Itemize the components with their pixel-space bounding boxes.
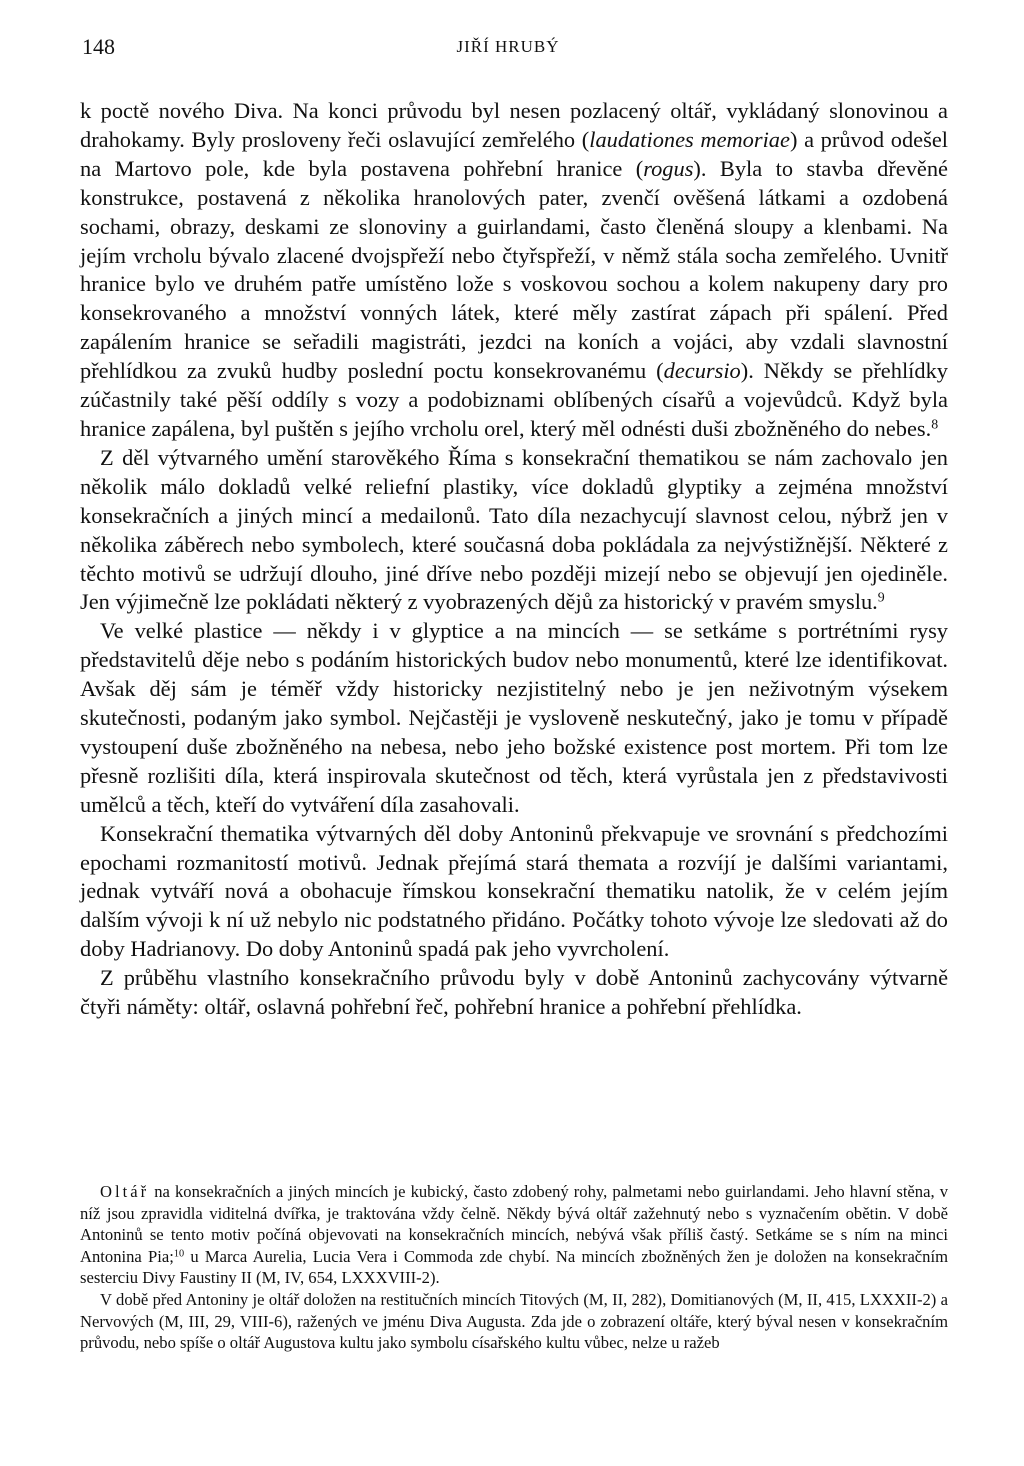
line: dili magistráti, jezdci na koních a vojáci, aby vzdali slavnostní přehlídkou <box>80 329 948 384</box>
line: hranice a pohřební přehlídka. <box>539 994 802 1020</box>
line: themata a rozvíjí je dalšími variantami, jednak vytváří nová a obohacuje <box>80 849 948 904</box>
line: jen ojediněle. Jen výjimečně lze pokládati některý z vyobrazených dějů za <box>80 560 948 615</box>
line: hlídky zúčastnily také pěší oddíly s vozy a podobiznami oblíbených císařů <box>80 358 948 413</box>
line: Ve velké plastice — někdy i v glyptice a na mincích — se setkáme s por <box>100 618 828 644</box>
note-text: na konsekračních a jiných mincích je kubický, často zdobený rohy, palmetami nebo guirlandami. Jeho hlavní stěna, v níž jsou zpravidla viditelná dvířka, je traktována vždy čelně. Někdy bývá oltář zažehnutý nebo s vyznačením obětin. V době Antoninů se tento motiv počíná objevovati na konsekračních mincích, nebývá však příliš častý. Setkáme se s ním na minci Antonina Pia; <box>80 1182 948 1266</box>
line: kolika hranolových pater, zvenčí ověšená látkami a ozdobená sochami, obrazy, <box>80 184 948 239</box>
line: a vojevůdců. Když byla hranice zapálena, byl puštěn s jejího vrcholu orel, <box>80 387 948 441</box>
notes-section <box>80 1181 948 1354</box>
line: motivů se udržují dlouho, jiné dříve nebo později mizejí nebo se objevují <box>142 560 819 586</box>
note-text: u Marca Aurelia, Lucia Vera i Commoda zde chybí. Na mincích zbožněných žen je doložen na konsekračním sesterciu Divy Faustiny II (M, IV, 654, LXXXVIII-2). <box>80 1246 948 1288</box>
line: římskou konsekrační thematiku natolik, že v celém jejím dalším vývoji k ní <box>80 878 948 933</box>
page-number: 148 <box>82 34 115 59</box>
running-head <box>82 34 934 60</box>
line: ricky nezjistitelný nebo je jen neživotným výsekem skutečnosti, podaným jako <box>80 676 948 731</box>
paragraph-5 <box>80 964 948 1022</box>
footnote-ref-8: 8 <box>931 417 939 433</box>
line: symbol. Nejčastěji je vysloveně neskutečný, jako je tomu v případě vystoupení <box>80 705 948 759</box>
note-term: Oltář <box>100 1182 150 1201</box>
line: duše zbožněného na nebesa, nebo jeho božské existence post mortem. Při tom <box>186 733 914 759</box>
line: historický v pravém smyslu. <box>624 589 878 615</box>
line: trétními rysy představitelů děje nebo s podáním historických budov nebo <box>80 618 948 673</box>
line: jen z představivosti umělců a těch, kteří do vytváření díla zasahovali. <box>80 762 948 817</box>
running-head-author: JIŘÍ HRUBÝ <box>456 37 560 56</box>
line: k poctě nového Diva. Na konci průvodu byl nesen pozlacený oltář, vyklá <box>80 98 777 123</box>
paragraph-4 <box>80 820 948 965</box>
line: monumentů, které lze identifikovat. Avšak děj sám je téměř vždy histo <box>80 647 949 702</box>
line: Tato díla nezachycují slavnost celou, nýbrž jen v několika záběrech nebo <box>80 502 949 557</box>
line: Z děl výtvarného umění starověkého Říma s konsekrační thematikou se <box>100 444 767 470</box>
paragraph-2 <box>80 444 948 617</box>
main-text <box>80 97 948 1022</box>
note-altar-continued: V době před Antoniny je oltář doložen na restitučních mincích Titových (M, II, 282), Domitianových (M, II, 415, LXXXII-2) a Nervových (M, III, 29, VIII-6), ražených ve jménu Diva Augusta. Zda jde o zobrazení oltáře, který býval nesen v konsekračním průvodu, nebo spíše o oltář Augustova kultu jako symbolu císařského kultu vůbec, nelze u ražeb <box>80 1289 948 1353</box>
line: doby Hadrianovy. Do doby Antoninů spadá pak jeho vyvrcholení. <box>80 936 670 962</box>
line: symbolech, které současná doba pokládala za nejvýstižnější. Některé z těchto <box>80 531 948 586</box>
line: pohřební hranice (rogus). Byla to stavba dřevěné konstrukce, postavená z ně <box>80 155 948 210</box>
line: nání s předchozími epochami rozmanitostí motivů. Jednak přejímá stará <box>80 820 948 875</box>
line: látek, které měly zastírat zápach při spálení. Před zapálením hranice se seřa <box>80 300 948 355</box>
line: lze přesně rozlišiti díla, která inspirovala skutečnost od těch, která vyrůstala <box>80 733 948 788</box>
line: glyptiky a zejména množství konsekračních a jiných mincí a medailonů. <box>80 473 948 528</box>
line: sochou a kolem nakupeny dary pro konsekrovaného a množství vonných <box>80 271 948 326</box>
line: jejím vrcholu bývalo zlacené dvojspřeží nebo čtyřspřeží, v němž stála socha <box>80 242 777 268</box>
line: za zvuků hudby poslední poctu konsekrovanému (decursio). Někdy se pře <box>187 358 891 384</box>
line: chycovány výtvarně čtyři náměty: oltář, oslavná pohřební řeč, pohřební <box>80 965 949 1020</box>
note-altar <box>80 1181 948 1289</box>
footnote-ref-10: 10 <box>173 1248 185 1260</box>
line: Z průběhu vlastního konsekračního průvodu byly v době Antoninů za <box>100 965 763 991</box>
line: daný slonovinou a drahokamy. Byly prosloveny řeči oslavující zemřelého <box>80 98 948 152</box>
line: deskami ze slonoviny a guirlandami, často členěná sloupy a klenbami. Na <box>244 213 949 239</box>
line: který měl odnésti duši zbožněného do nebes. <box>530 415 932 441</box>
line: už nebylo nic podstatného přidáno. Počátky tohoto vývoje lze sledovati až do <box>249 907 948 933</box>
line: zemřelého. Uvnitř hranice bylo ve druhém patře umístěno lože s voskovou <box>80 242 948 297</box>
paragraph-3 <box>80 617 948 819</box>
line: Konsekrační thematika výtvarných děl doby Antoninů překvapuje ve srov <box>100 820 775 846</box>
footnote-ref-9: 9 <box>877 590 885 606</box>
line: nám zachovalo jen několik málo dokladů velké reliefní plastiky, více dokladů <box>80 444 948 499</box>
line: (laudationes memoriae) a průvod odešel na Martovo pole, kde byla postavena <box>80 126 948 181</box>
paragraph-1 <box>80 97 948 444</box>
